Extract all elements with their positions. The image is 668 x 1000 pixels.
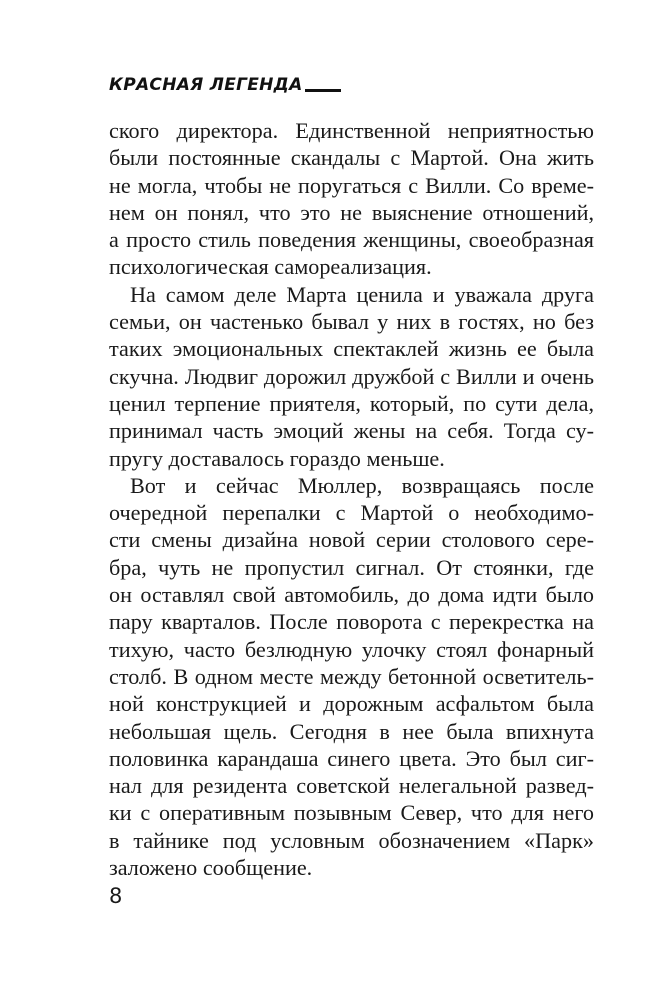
text-line: психологическая самореализация. — [109, 254, 432, 280]
text-line: бра, чуть не пропустил сигнал. От стоянки, где — [109, 554, 594, 580]
text-line: принимал часть эмоций жены на себя. Тогда су- — [109, 418, 594, 444]
paragraph — [109, 281, 594, 472]
text-line: ной конструкцией и дорожным асфальтом была — [109, 691, 594, 717]
text-line: На самом деле Марта ценила и уважала друга — [130, 281, 594, 307]
text-line: нал для резидента советской нелегальной развед- — [109, 773, 594, 799]
text-line: заложено сообщение. — [109, 855, 313, 881]
running-head-title: КРАСНАЯ ЛЕГЕНДА — [109, 75, 303, 95]
text-line: были постоянные скандалы с Мартой. Она жить — [109, 145, 594, 171]
text-line: пару кварталов. После поворота с перекрестка на — [109, 609, 594, 635]
text-line: семьи, он частенько бывал у них в гостях, но без — [109, 309, 594, 335]
text-line: он оставлял свой автомобиль, до дома идти было — [109, 582, 594, 608]
page-number: 8 — [109, 884, 123, 908]
text-block — [109, 117, 594, 881]
text-line: таких эмоциональных спектаклей жизнь ее была — [109, 336, 594, 362]
text-line: Вот и сейчас Мюллер, возвращаясь после — [130, 472, 594, 498]
text-line: в тайнике под условным обозначением «Парк» — [109, 827, 594, 853]
text-line: очередной перепалки с Мартой о необходимо- — [109, 500, 594, 526]
text-line: ценил терпение приятеля, который, по сути дела, — [109, 390, 594, 416]
text-line: половинка карандаша синего цвета. Это был сиг- — [109, 745, 594, 771]
text-line: пругу доставалось гораздо меньше. — [109, 445, 445, 471]
text-line: не могла, чтобы не поругаться с Вилли. Со време- — [109, 172, 594, 198]
running-head — [109, 75, 341, 95]
text-line: тихую, часто безлюдную улочку стоял фонарный — [109, 636, 594, 662]
text-line: ского директора. Единственной неприятностью — [109, 118, 594, 143]
text-line: нем он понял, что это не выяснение отношений, — [109, 199, 594, 225]
paragraph — [109, 472, 594, 881]
text-line: небольшая щель. Сегодня в нее была впихнута — [109, 718, 594, 744]
running-head-rule — [305, 89, 341, 92]
text-line: а просто стиль поведения женщины, своеобразная — [109, 227, 594, 253]
text-line: ки с оперативным позывным Север, что для него — [109, 800, 594, 826]
text-line: столб. В одном месте между бетонной осветитель- — [109, 663, 594, 689]
text-line: скучна. Людвиг дорожил дружбой с Вилли и очень — [109, 363, 594, 389]
text-line: сти смены дизайна новой серии столового сере- — [109, 527, 594, 553]
paragraph — [109, 117, 594, 281]
